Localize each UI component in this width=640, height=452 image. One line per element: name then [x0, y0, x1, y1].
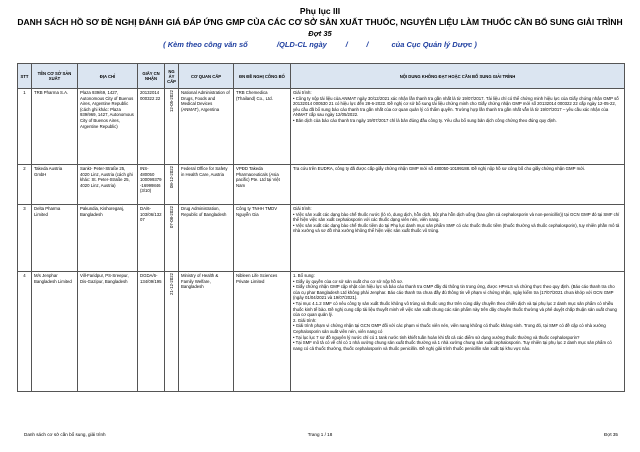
- content-line: 2. Giải trình:: [293, 317, 317, 323]
- note-sep-1: /: [345, 40, 348, 49]
- cell-stt: 1: [18, 89, 32, 165]
- content-line: • Giải trình phạm vi chứng nhận tại GCN GMP đối với các phạm vi thuốc viên nén, viên nang không có thuốc kháng sinh. Trong đó, tại SMF có đề cập có nhà xưởng Cephalosporin sản xuất viên nén, viên nang có: [293, 323, 606, 334]
- col-header-cert: GIẤY CN NHẬN: [138, 64, 165, 89]
- content-line: Giải trình:: [293, 206, 312, 211]
- cell-stt: 2: [18, 165, 32, 205]
- document-title: DANH SÁCH HỒ SƠ ĐỀ NGHỊ ĐÁNH GIÁ ĐÁP ỨNG GMP CỦA CÁC CƠ SỞ SẢN XUẤT THUỐC, NGUYÊN LIỆU LÀM THUỐC CẦN BỔ SUNG GIẢI TRÌNH: [17, 17, 623, 27]
- appendix-label: Phụ lục III: [299, 6, 341, 16]
- cell-cert: INS-480050 100099379-16999846 (3/10): [138, 165, 165, 205]
- cell-address: Sankt- Peter-Straße 25, 4020 Linz, Austria (cách ghi khác: St. Peter-Straße 25, 4020 Linz, Austria): [78, 165, 138, 205]
- cell-date: [165, 89, 179, 165]
- content-line: • Giấy chứng nhận GMP cập nhật còn hiệu lực và báo cáo thanh tra GMP đầy đủ thông tin trong ứng, được HPHLS và chứng thực theo quy định. (Báo cáo thanh tra cho của cụ phar Bangladesh Ltd không phải Jenphar. Báo cáo thanh tra chưa đầy đủ thông tin về phạm vi chứng nhận, ngày kiểm tra (17/07/2021 chưa khớp với GCN GMP (ngày 01/04/2021 và 19/07/2021).: [293, 284, 615, 301]
- date-text: 21-12-2022: [168, 273, 174, 295]
- footer-doc-name: Danh sách cơ sở cần bổ sung, giải trình: [24, 432, 106, 437]
- cell-address: Plaza 939/69, 1427, Autonomous City of Buenos Aires, Argentine Republic (cách ghi khác: Plaza 939/969, 1427, Autonomous City of Buenos Aires, Argentine Republic): [78, 89, 138, 165]
- footer-page-number: Trang 1 / 18: [307, 432, 333, 437]
- table-row: [18, 89, 625, 165]
- cell-content: [291, 165, 625, 205]
- content-line: • Tại mục 4.1.2 SMF có nêu công ty sản xuất thuốc không vô trùng và thuốc ung thư trên cùng dây chuyền theo chiến dịch và tại phụ lục 2 danh mục sản phẩm có nhiều thuốc kinh tế bào. Đề nghị cung cấp tài liệu thuyết minh về việc sản xuất chung các sản phẩm này trên dây chuyền thuốc thường và phê duyệt chấp thuận sản xuất chung của cơ quan quản lý.: [293, 300, 617, 318]
- col-header-date: NGÀY CẤP: [165, 64, 179, 89]
- cell-content: [291, 89, 625, 165]
- date-text: 08-12-2022: [168, 166, 174, 188]
- cell-name: Takeda Austria GmbH: [32, 165, 78, 205]
- cell-content: [291, 205, 625, 272]
- cell-stt: 4: [18, 272, 32, 392]
- content-line: • Tại SMF mô tả có về chỉ có 1 nhà xưởng chung sản xuất thuốc thường và 1 nhà xưởng chung sản xuất cephalosporin. Tuy nhiên tại phụ lục 2 danh mục sản phẩm có nang có cả thuốc thường, thuốc cephalosporin và thuốc penicillin. Đề nghị giải trình thuốc penicillin sản xuất tại khu vực nào.: [293, 340, 612, 351]
- cell-cert: 20132014 000322 22: [138, 89, 165, 165]
- reference-note: [0, 40, 640, 49]
- cell-date: [165, 205, 179, 272]
- col-header-applicant: ĐN ĐỀ NGHỊ CÔNG BỐ: [234, 64, 291, 89]
- cell-date: [165, 272, 179, 392]
- date-text: 07-08-2022: [168, 206, 174, 228]
- content-line: • Tại lục lục 7 sơ đồ nguyên lý nước chỉ có 1 tank nước tinh khiết tuần hoàn khi tất cả các điểm sử dụng xưởng thuốc thường và thuốc cephalosporin?: [293, 334, 580, 340]
- content-line: Giải trình:: [293, 90, 312, 95]
- cell-date: [165, 165, 179, 205]
- content-line: • Công ty nộp tài liệu của ANMAT ngày 30/12/2021 xác nhận lần thanh tra gần nhất là từ 19/07/2017. Tài liệu chỉ có thể chứng minh hiệu lực của Giấy chứng nhận GMP số 20132014 000530 21 có hiệu lực đến 28-6-2022. Đề nghị cơ sở bổ sung tài liệu chứng minh cho Giấy chứng nhận GMP mới số 20132014 000322 22 cấp ngày 12-05-22, yêu cầu đã bổ sung báo cáo thanh tra gần nhất của cơ quan quản lý có thẩm quyền. Trường hợp lần thanh tra gần nhất vẫn là từ 19/07/2017 – yêu cầu xác nhận của ANMAT cấp sau ngày 12/05/2022.: [293, 95, 619, 118]
- content-line: Tra cứu trên EUDRA, công ty đã được cấp giấy chứng nhận GMP mới số 480050-10199188. Đề nghị nộp hồ sơ công bố cho giấy chứng nhận GMP mới.: [293, 166, 586, 171]
- content-line: • Việc sản xuất các dạng bào chế thuốc nước (lỏ rỏ, dung dịch, hỗn dịch, bột pha hỗn dịch uống (bao gồm cả cephalosporin và non-penicillin)) tại GCN GMP đó tại SMF chỉ thể hiện việc sản xuất cephalosporin với các thuốc dạng viên nén, viên nang.: [293, 211, 620, 223]
- content-line: • Việc sản xuất các dạng bào chế thuốc tiêm do tại Phụ lục danh mục sản phẩm SMF có các thuốc thuốc tiêm (thuốc thường và thuốc cephalosporin), tuy nhiên phần mô tả nhà xưởng và sơ đồ nhà xưởng không thể hiện việc sản xuất thuốc vô trùng.: [293, 222, 620, 234]
- cell-agency: Federal Office for Safety in Health Care, Austria: [179, 165, 234, 205]
- cell-address: Vill-Faridpur, PS-Sreepur, Dis-Gazipur, Bangladesh: [78, 272, 138, 392]
- note-num: /QLD-CL ngày: [276, 40, 327, 49]
- cell-agency: Drug Administration, Republic of Bangladesh: [179, 205, 234, 272]
- cell-agency: National Administration of Drugs, Foods and Medical Devices (ANMAT), Argentina: [179, 89, 234, 165]
- date-text: 12-05-2022: [168, 90, 174, 112]
- batch-label: Đợt 35: [308, 29, 332, 38]
- content-line: 1. Bổ sung:: [293, 273, 315, 278]
- table-header-row: [18, 64, 625, 89]
- cell-stt: 3: [18, 205, 32, 272]
- note-sep-2: /: [366, 40, 369, 49]
- table-row: [18, 272, 625, 392]
- note-start: ( Kèm theo công văn số: [163, 40, 248, 49]
- cell-applicant: Nibleen Life Sciences Private Limited: [234, 272, 291, 392]
- cell-name: Delta Pharma Limited: [32, 205, 78, 272]
- col-header-address: ĐỊA CHỈ: [78, 64, 138, 89]
- content-line: • Giấy ủy quyền của cơ sở sản xuất cho cơ sở nộp hồ sơ.: [293, 278, 404, 284]
- cell-address: Pakundia, Kishoreganj, Bangladesh: [78, 205, 138, 272]
- facility-table: [17, 63, 625, 392]
- cell-applicant: Công ty TNHH TMDV Nguyễn Gia: [234, 205, 291, 272]
- content-line: • Bản dịch của báo cáo thanh tra ngày 19/07/2017 chỉ là bản đúng đầu công ty. Yêu cầu bổ sung bản dịch công chứng theo đúng quy định.: [293, 117, 557, 123]
- col-header-agency: CƠ QUAN CẤP: [179, 64, 234, 89]
- note-end: của Cục Quản lý Dược ): [391, 40, 477, 49]
- table-row: [18, 165, 625, 205]
- cell-cert: DGDA/6-134/09/195: [138, 272, 165, 392]
- cell-agency: Ministry of Health & Family Welfare, Bangladesh: [179, 272, 234, 392]
- table-row: [18, 205, 625, 272]
- col-header-name: TÊN CƠ SỞ SẢN XUẤT: [32, 64, 78, 89]
- cell-name: TRB Pharma S.A.: [32, 89, 78, 165]
- cell-content: [291, 272, 625, 392]
- cell-cert: DA/6-103/06/13207: [138, 205, 165, 272]
- cell-name: M/s Jenphar Bangladesh Limited: [32, 272, 78, 392]
- col-header-stt: STT: [18, 64, 32, 89]
- col-header-content: NỘI DUNG KHÔNG ĐẠT HOẶC CẦN BỔ SUNG GIẢI TRÌNH: [291, 64, 625, 89]
- footer-batch: Đợt 35: [604, 432, 618, 437]
- cell-applicant: TRB Chemedica (Thailand) Co., Ltd.: [234, 89, 291, 165]
- cell-applicant: VPĐD Takeda Pharmaceuticals (Asia pacific) Pte. Ltd tại Việt Nam: [234, 165, 291, 205]
